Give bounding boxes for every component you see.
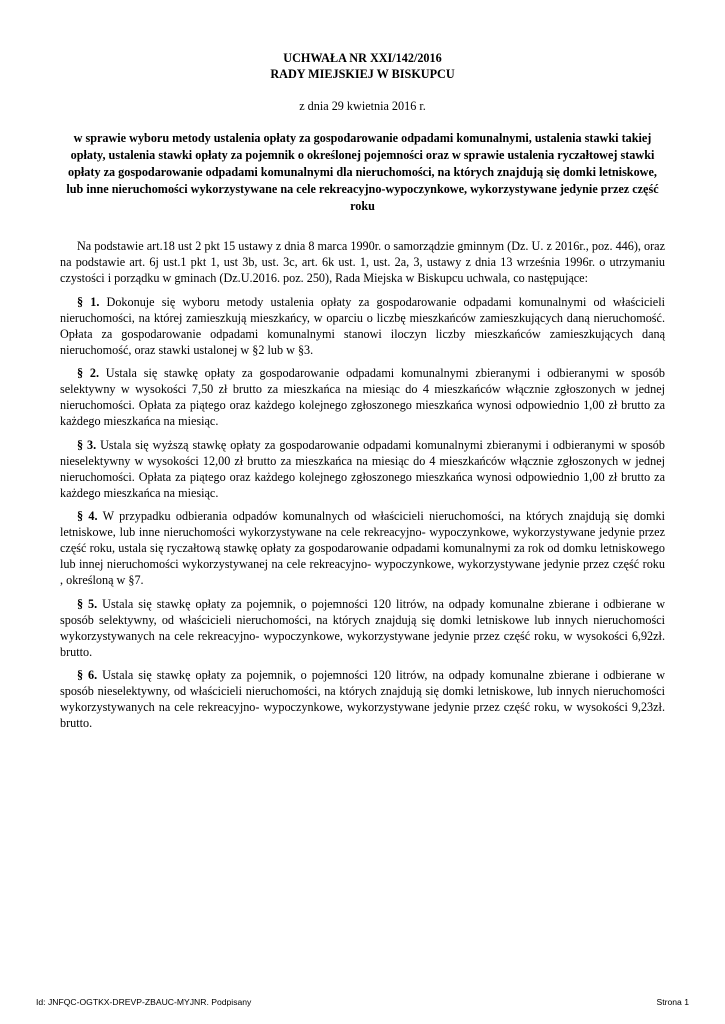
paragraph-text: Ustala się stawkę opłaty za gospodarowanie odpadami komunalnymi zbieranymi i odbieranymi w sposób selektywny w wysokości 7,50 zł brutto za mieszkańca na miesiąc do 4 mieszkańców włącznie zgłoszonych w jednej nieruchomości. Opłata za piątego oraz każdego kolejnego zgłoszonego mieszkańca wynosi odpowiednio 1,00 zł brutto za każdego mieszkańca na miesiąc. [60, 366, 666, 428]
paragraph-4 [60, 508, 665, 588]
page-number: Strona 1 [656, 997, 689, 1007]
paragraph-number: § 4. [77, 509, 98, 523]
paragraph-number: § 1. [77, 294, 100, 309]
preamble: Na podstawie art.18 ust 2 pkt 15 ustawy z dnia 8 marca 1990r. o samorządzie gminnym (Dz. U. z 2016r., poz. 446), oraz na podstawie art. 6j ust.1 pkt 1, ust 3b, ust. 3c, art. 6k ust. 1, ust. 2a, 3, ustawy z dnia 13 września 1996r. o utrzymaniu czystości i porządku w gminach (Dz.U.2016. poz. 250), Rada Miejska w Biskupcu uchwala, co następujące: [60, 239, 665, 285]
paragraph-3 [60, 437, 665, 501]
paragraph-text: W przypadku odbierania odpadów komunalnych od właścicieli nieruchomości, na których znajdują się domki letniskowe, lub inne nieruchomości wykorzystywane na cele rekreacyjno- wypoczynkowe, wykorzystywane jedynie przez część roku, ustala się ryczałtową stawkę opłaty za gospodarowanie odpadami komunalnymi za rok od domku letniskowego lub innej nieruchomości wykorzystywanej na cele rekreacyjno- wypoczynkowe, wykorzystywane jedynie przez część roku , określoną w §7. [60, 509, 666, 587]
paragraph-number: § 3. [77, 437, 97, 452]
paragraph-text: Ustala się stawkę opłaty za pojemnik, o pojemności 120 litrów, na odpady komunalne zbierane i odbierane w sposób nieselektywny, od właścicieli nieruchomości, na których znajdują się domki letniskowe, lub innych nieruchomości wykorzystywanych na cele rekreacyjno- wypoczynkowe, wykorzystywane jedynie przez część roku, w wysokości 9,23zł. brutto. [60, 668, 666, 730]
council-name: RADY MIEJSKIEJ W BISKUPCU [270, 67, 455, 81]
paragraph-2 [60, 365, 665, 429]
paragraph-number: § 6. [77, 668, 98, 682]
paragraph-text: Ustala się stawkę opłaty za pojemnik, o pojemności 120 litrów, na odpady komunalne zbierane i odbierane w sposób selektywny, od właścicieli nieruchomości, na których znajdują się domki letniskowe lub innych nieruchomości wykorzystywanych na cele rekreacyjno- wypoczynkowe, wykorzystywane jedynie przez część roku, w wysokości 6,92zł. brutto. [60, 596, 666, 659]
document-body [60, 238, 665, 739]
paragraph-1 [60, 294, 665, 358]
document-header [60, 50, 665, 215]
resolution-subject: w sprawie wyboru metody ustalenia opłaty za gospodarowanie odpadami komunalnymi, ustalenia stawki takiej opłaty, ustalenia stawki opłaty za pojemnik o określonej pojemności oraz w sprawie ustalenia ryczałtowej stawki opłaty za gospodarowanie odpadami komunalnymi dla nieruchomości, na których znajdują się domki letniskowe, lub inne nieruchomości wykorzystywane na cele rekreacyjno-wypoczynkowe, wykorzystywane jedynie przez część roku [66, 131, 659, 213]
paragraph-text: Ustala się wyższą stawkę opłaty za gospodarowanie odpadami komunalnymi zbieranymi i odbieranymi w sposób nieselektywny w wysokości 12,00 zł brutto za mieszkańca na miesiąc do 4 mieszkańców włącznie zgłoszonych w jednej nieruchomości. Opłata za piątego oraz każdego kolejnego zgłoszonego mieszkańca wynosi odpowiednio 1,00 zł brutto za każdego mieszkańca na miesiąc. [60, 437, 665, 500]
resolution-date: z dnia 29 kwietnia 2016 r. [299, 99, 426, 113]
document-id: Id: JNFQC-OGTKX-DREVP-ZBAUC-MYJNR. Podpisany [36, 997, 252, 1007]
paragraph-number: § 5. [77, 596, 98, 611]
paragraph-5 [60, 596, 665, 660]
resolution-number: UCHWAŁA NR XXI/142/2016 [283, 51, 442, 65]
paragraph-text: Dokonuje się wyboru metody ustalenia opłaty za gospodarowanie odpadami komunalnymi od właścicieli nieruchomości, na której zamieszkują mieszkańcy, w oparciu o liczbę mieszkańców zamieszkujących daną nieruchomość. Opłata za gospodarowanie odpadami komunalnymi stanowi iloczyn liczby mieszkańców zamieszkujących daną nieruchomość, oraz stawki ustalonej w §2 lub w §3. [60, 294, 665, 357]
paragraph-6 [60, 667, 665, 731]
paragraph-number: § 2. [77, 366, 100, 380]
